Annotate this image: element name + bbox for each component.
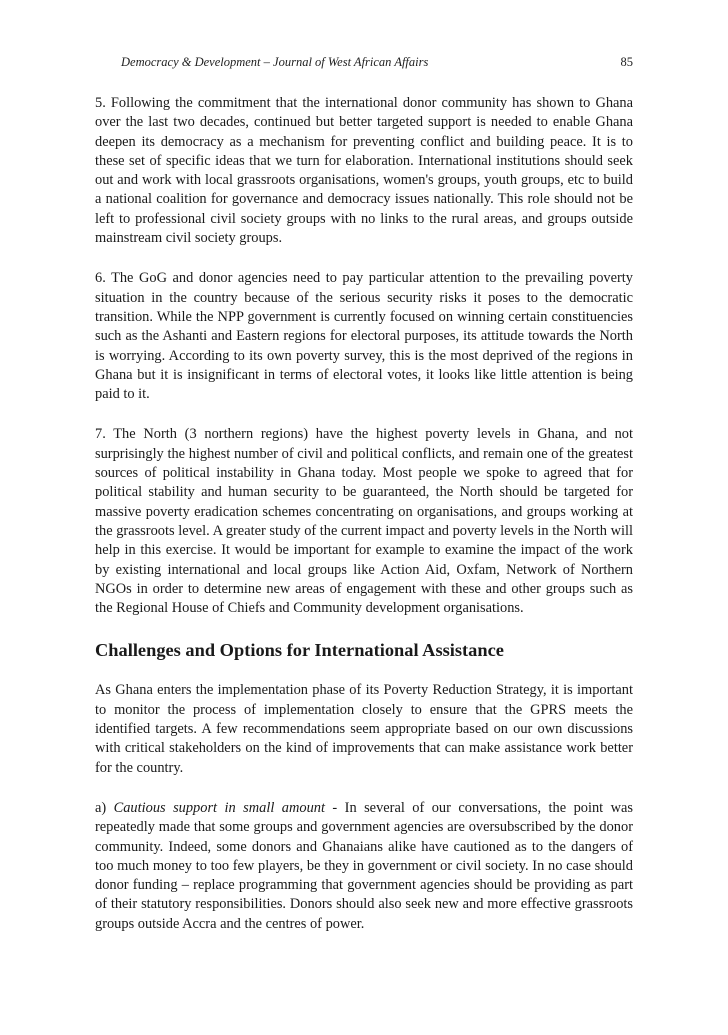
paragraph-6: 6. The GoG and donor agencies need to pay particular attention to the prevailing poverty situation in the country because of the serious security risks it poses to the democratic transition. While the NPP government is currently focused on winning certain constituencies such as the Ashanti and Eastern regions for electoral purposes, its attitude towards the North is worrying. According to its own poverty survey, this is the most deprived of the regions in Ghana but it is insignificant in terms of electoral votes, it looks like little attention is being paid to it. bbox=[95, 270, 633, 403]
running-header bbox=[121, 55, 633, 70]
recommendation-a-title: Cautious support in small amount bbox=[113, 799, 325, 816]
section-heading: Challenges and Options for International Assistance bbox=[95, 640, 504, 661]
paragraph-7: 7. The North (3 northern regions) have the highest poverty levels in Ghana, and not surprisingly the highest number of civil and political conflicts, and remain one of the greatest sources of political instability in Ghana today. Most people we spoke to agreed that for political stability and human security to be guaranteed, the North should be targeted for massive poverty eradication schemes concentrating on organisations, and groups working at the grassroots level. A greater study of the current impact and poverty levels in the North will help in this exercise. It would be important for example to examine the impact of the work by existing international and local groups like Action Aid, Oxfam, Network of Northern NGOs in order to determine new areas of engagement with these and other groups such as the Regional House of Chiefs and Community development organisations. bbox=[95, 426, 633, 617]
paragraph-5: 5. Following the commitment that the international donor community has shown to Ghana over the last two decades, continued but better targeted support is needed to enable Ghana deepen its democracy as a mechanism for preventing conflict and building peace. It is to these set of specific ideas that we turn for elaboration. International institutions should seek out and work with local grassroots organisations, women's groups, youth groups, etc to build a national coalition for governance and democracy issues nationally. This role should not be left to professional civil society groups with no links to the rural areas, and groups outside mainstream civil society groups. bbox=[95, 95, 633, 247]
article-body bbox=[95, 94, 633, 955]
page-number: 85 bbox=[620, 55, 633, 69]
recommendation-a-label: a) bbox=[95, 799, 114, 816]
section-intro: As Ghana enters the implementation phase of its Poverty Reduction Strategy, it is important to monitor the process of implementation closely to ensure that the GPRS meets the identified targets. A few recommendations seem appropriate based on our own discussions with critical stakeholders on the kind of improvements that can make assistance work better for the country. bbox=[95, 682, 633, 776]
recommendation-a-text: - In several of our conversations, the point was repeatedly made that some groups and government agencies are oversubscribed by the donor community. Indeed, some donors and Ghanaians alike have cautioned as to the dangers of too much money to too few players, be they in government or civil society. In no case should donor funding – replace programming that government agencies should be providing as part of their statutory responsibilities. Donors should also seek new and more effective grassroots groups outside Accra and the centres of power. bbox=[95, 799, 633, 932]
journal-title: Democracy & Development – Journal of West African Affairs bbox=[121, 55, 429, 69]
recommendation-a bbox=[95, 799, 633, 934]
